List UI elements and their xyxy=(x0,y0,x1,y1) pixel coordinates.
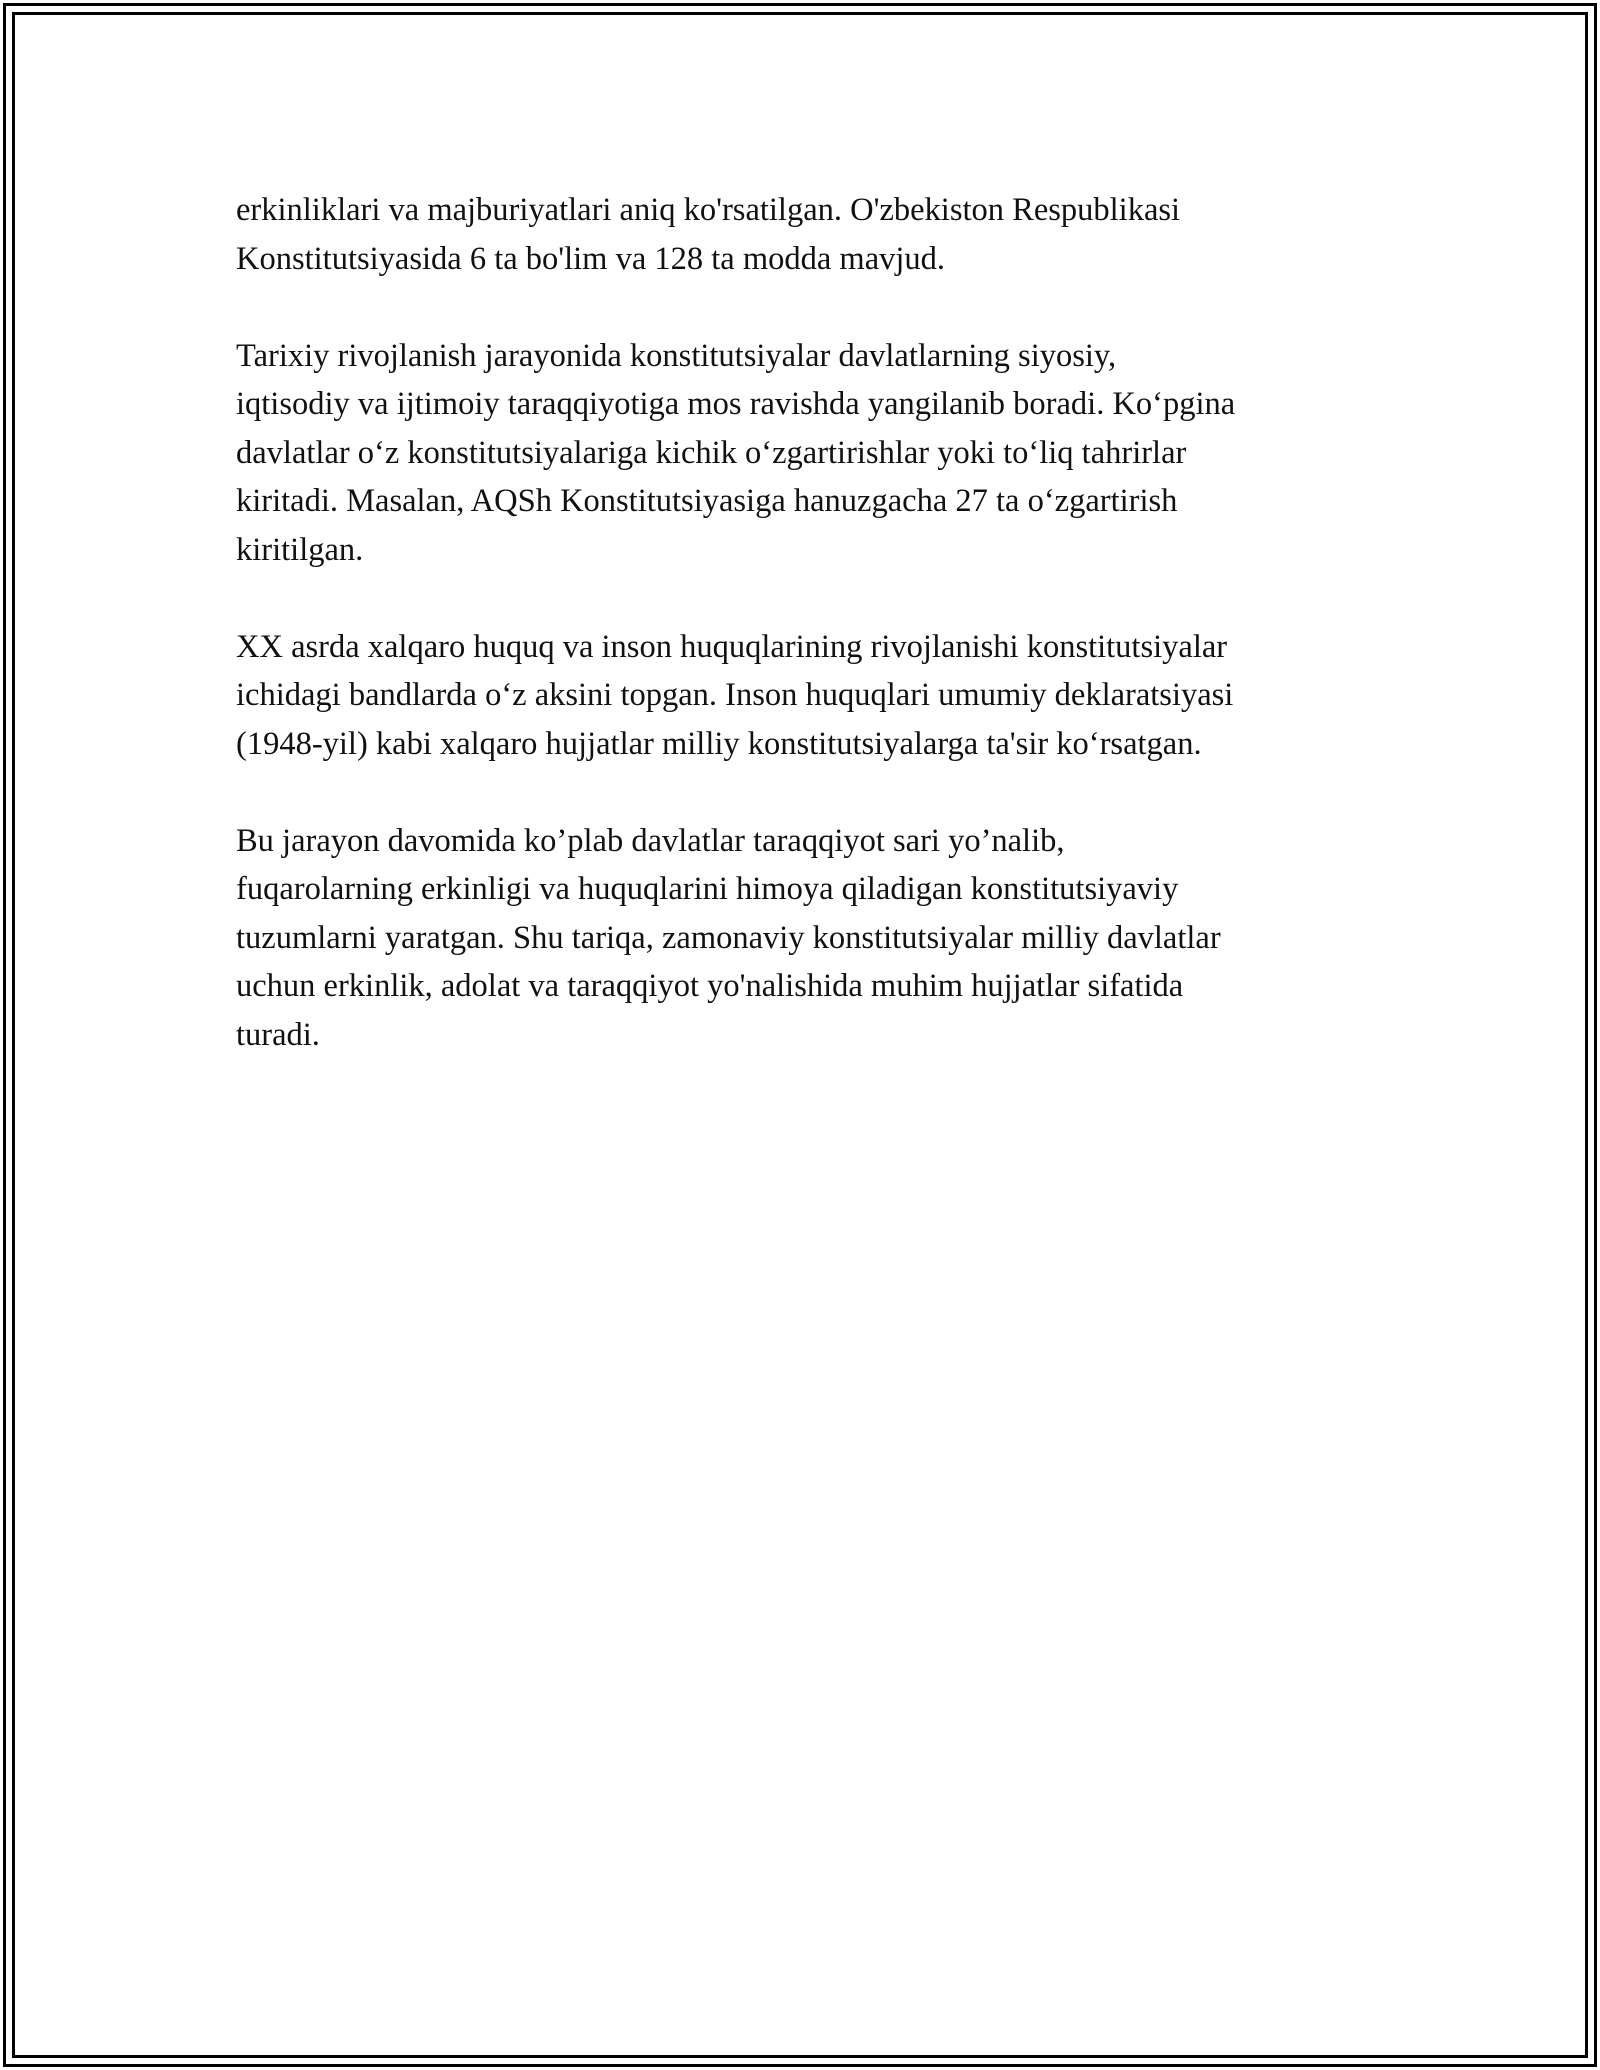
document-body xyxy=(236,186,1386,1108)
text-line: (1948-yil) kabi xalqaro hujjatlar milliy konstitutsiyalarga ta'sir koʻrsatgan. xyxy=(236,725,1202,762)
paragraph xyxy=(236,186,1386,283)
text-line: ichidagi bandlarda oʻz aksini topgan. Inson huquqlari umumiy deklaratsiyasi xyxy=(236,677,1234,713)
text-line: tuzumlarni yaratgan. Shu tariqa, zamonaviy konstitutsiyalar milliy davlatlar xyxy=(236,919,1221,956)
paragraph xyxy=(236,332,1386,575)
text-line: Konstitutsiyasida 6 ta bo'lim va 128 ta modda mavjud. xyxy=(236,240,946,277)
text-line: fuqarolarning erkinligi va huquqlarini himoya qiladigan konstitutsiyaviy xyxy=(236,871,1179,907)
text-line: kiritilgan. xyxy=(236,531,364,568)
text-line: uchun erkinlik, adolat va taraqqiyot yo'nalishida muhim hujjatlar sifatida xyxy=(236,968,1184,1004)
text-line: kiritadi. Masalan, AQSh Konstitutsiyasiga hanuzgacha 27 ta oʻzgartirish xyxy=(236,483,1178,519)
text-line: turadi. xyxy=(236,1016,320,1053)
text-line: Tarixiy rivojlanish jarayonida konstitutsiyalar davlatlarning siyosiy, xyxy=(236,337,1117,374)
paragraph xyxy=(236,817,1386,1060)
text-line: Bu jarayon davomida ko’plab davlatlar taraqqiyot sari yo’nalib, xyxy=(236,822,1065,859)
paragraph xyxy=(236,623,1386,769)
text-line: iqtisodiy va ijtimoiy taraqqiyotiga mos ravishda yangilanib boradi. Koʻpgina xyxy=(236,386,1236,422)
text-line: davlatlar oʻz konstitutsiyalariga kichik oʻzgartirishlar yoki toʻliq tahrirlar xyxy=(236,434,1187,471)
text-line: XX asrda xalqaro huquq va inson huquqlarining rivojlanishi konstitutsiyalar xyxy=(236,628,1228,665)
text-line: erkinliklari va majburiyatlari aniq ko'rsatilgan. O'zbekiston Respublikasi xyxy=(236,192,1181,228)
